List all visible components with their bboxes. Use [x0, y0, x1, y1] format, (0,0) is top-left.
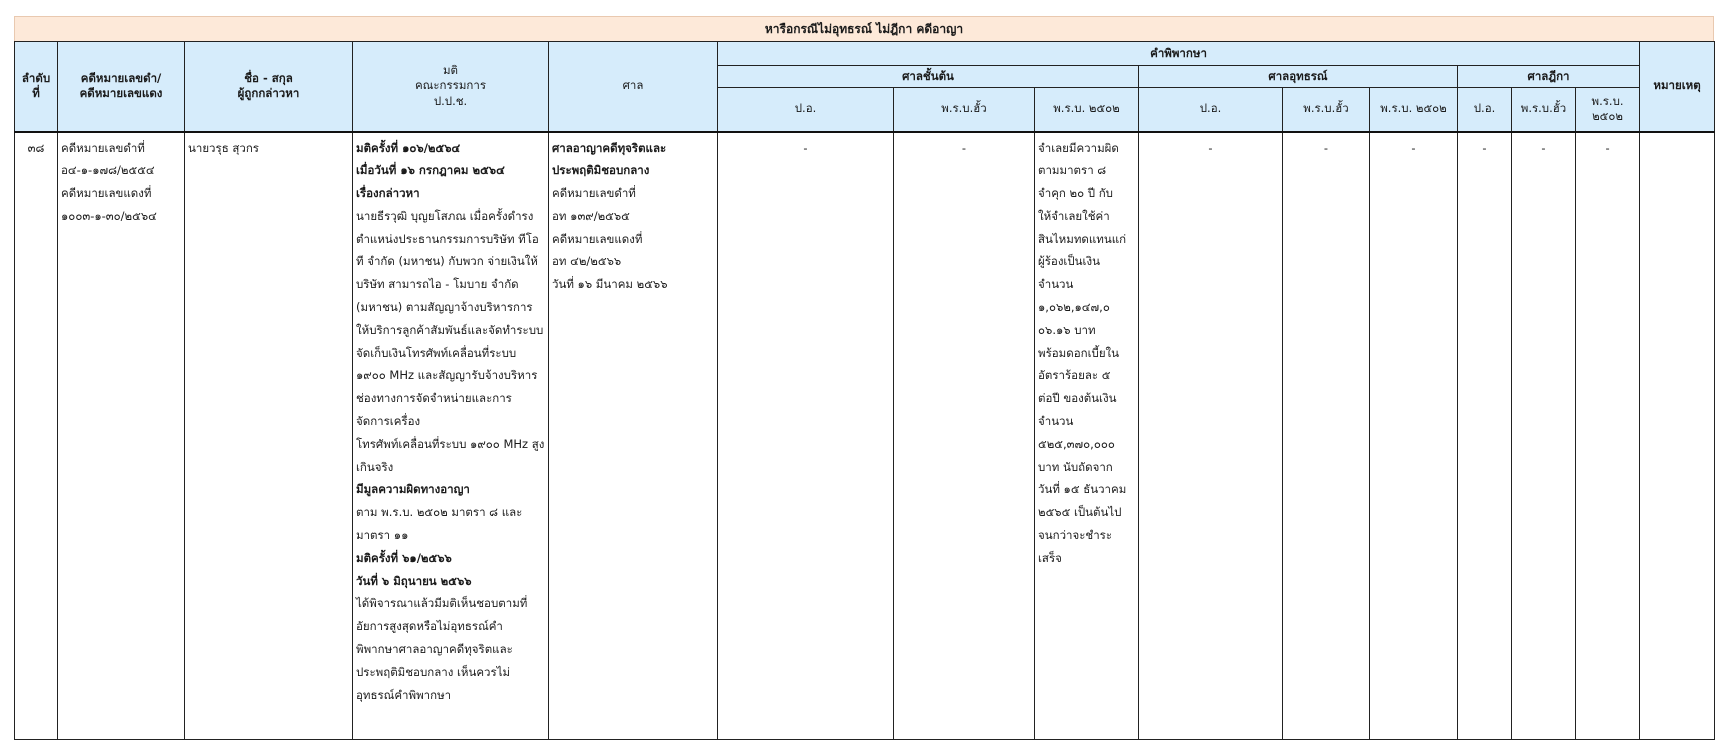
header-no: ลำดับ ที่ [15, 42, 58, 132]
row-supreme-po: - [1458, 132, 1512, 740]
row-first-po: - [718, 132, 894, 740]
header-appeal-po: ป.อ. [1139, 88, 1283, 132]
row-appeal-po: - [1139, 132, 1283, 740]
header-first-act2502: พ.ร.บ. ๒๕๐๒ [1035, 88, 1139, 132]
header-accused-name: ชื่อ - สกุล ผู้ถูกกล่าวหา [185, 42, 353, 132]
header-court: ศาล [549, 42, 718, 132]
case-sheet [14, 16, 1714, 740]
header-supreme-act2502: พ.ร.บ. ๒๕๐๒ [1576, 88, 1640, 132]
header-resolution: มติ คณะกรรมการ ป.ป.ช. [353, 42, 549, 132]
row-first-fa: - [894, 132, 1035, 740]
header-appeal-fa: พ.ร.บ.ฮั้ว [1283, 88, 1370, 132]
table-row [15, 132, 1715, 740]
row-accused-name: นายวรุธ สุวกร [185, 132, 353, 740]
sheet-title: หารือกรณีไม่อุทธรณ์ ไม่ฎีกา คดีอาญา [14, 16, 1714, 41]
header-first-fa: พ.ร.บ.ฮั้ว [894, 88, 1035, 132]
header-remark: หมายเหตุ [1640, 42, 1715, 132]
row-appeal-fa: - [1283, 132, 1370, 740]
table-header [15, 42, 1715, 132]
header-appeal-act2502: พ.ร.บ. ๒๕๐๒ [1370, 88, 1458, 132]
row-remark [1640, 132, 1715, 740]
row-appeal-act2502: - [1370, 132, 1458, 740]
header-judgment: คำพิพากษา [718, 42, 1640, 66]
header-case-number: คดีหมายเลขดำ/ คดีหมายเลขแดง [58, 42, 185, 132]
header-appeal-court: ศาลอุทธรณ์ [1139, 66, 1458, 88]
row-supreme-fa: - [1512, 132, 1576, 740]
header-supreme-court: ศาลฎีกา [1458, 66, 1640, 88]
header-supreme-fa: พ.ร.บ.ฮั้ว [1512, 88, 1576, 132]
case-table [14, 41, 1715, 740]
header-first-po: ป.อ. [718, 88, 894, 132]
header-supreme-po: ป.อ. [1458, 88, 1512, 132]
header-first-court: ศาลชั้นต้น [718, 66, 1139, 88]
row-resolution: มติครั้งที่ ๑๐๖/๒๕๖๔ เมื่อวันที่ ๑๖ กรกฎาคม ๒๕๖๔ เรื่องกล่าวหา นายธีรวุฒิ บุญยโสภณ เมื่อครั้งดำรง ตำแหน่งประธานกรรมการบริษัท ทีโอที จำกัด (มหาชน) กับพวก จ่ายเงินให้บริษัท สามารถไอ - โมบาย จำกัด (มหาชน) ตามสัญญาจ้างบริหารการให้บริการลูกค้าสัมพันธ์และจัดทำระบบจัดเก็บเงินโทรศัพท์เคลื่อนที่ระบบ ๑๙๐๐ MHz และสัญญารับจ้างบริหารช่องทางการจัดจำหน่ายและการจัดการเครื่อง โทรศัพท์เคลื่อนที่ระบบ ๑๙๐๐ MHz สูงเกินจริง มีมูลความผิดทางอาญา ตาม พ.ร.บ. ๒๕๐๒ มาตรา ๘ และมาตรา ๑๑ มติครั้งที่ ๖๑/๒๕๖๖ วันที่ ๖ มิถุนายน ๒๕๖๖ ได้พิจารณาแล้วมีมติเห็นชอบตามที่อัยการสูงสุดหรือไม่อุทธรณ์คำพิพากษาศาลอาญาคดีทุจริตและประพฤติมิชอบกลาง เห็นควรไม่อุทธรณ์คำพิพากษา [353, 132, 549, 740]
row-supreme-act2502: - [1576, 132, 1640, 740]
row-court: ศาลอาญาคดีทุจริตและ ประพฤติมิชอบกลาง คดีหมายเลขดำที่ อท ๑๓๙/๒๕๖๕ คดีหมายเลขแดงที่ อท ๔๒/๒๕๖๖ วันที่ ๑๖ มีนาคม ๒๕๖๖ [549, 132, 718, 740]
row-no: ๓๘ [15, 132, 58, 740]
row-first-act2502: จำเลยมีความผิด ตามมาตรา ๘ จำคุก ๒๐ ปี กับ ให้จำเลยใช้ค่า สินไหมทดแทนแก่ ผู้ร้องเป็นเงิน จำนวน ๑,๐๖๒,๑๔๗,๐ ๐๖.๑๖ บาท พร้อมดอกเบี้ยใน อัตราร้อยละ ๕ ต่อปี ของต้นเงิน จำนวน ๕๒๕,๓๗๐,๐๐๐ บาท นับถัดจาก วันที่ ๑๕ ธันวาคม ๒๕๖๕ เป็นต้นไป จนกว่าจะชำระ เสร็จ [1035, 132, 1139, 740]
row-case-number: คดีหมายเลขดำที่ อ๔-๑-๑๗๘/๒๕๕๔ คดีหมายเลขแดงที่ ๑๐๐๓-๑-๓๐/๒๕๖๔ [58, 132, 185, 740]
